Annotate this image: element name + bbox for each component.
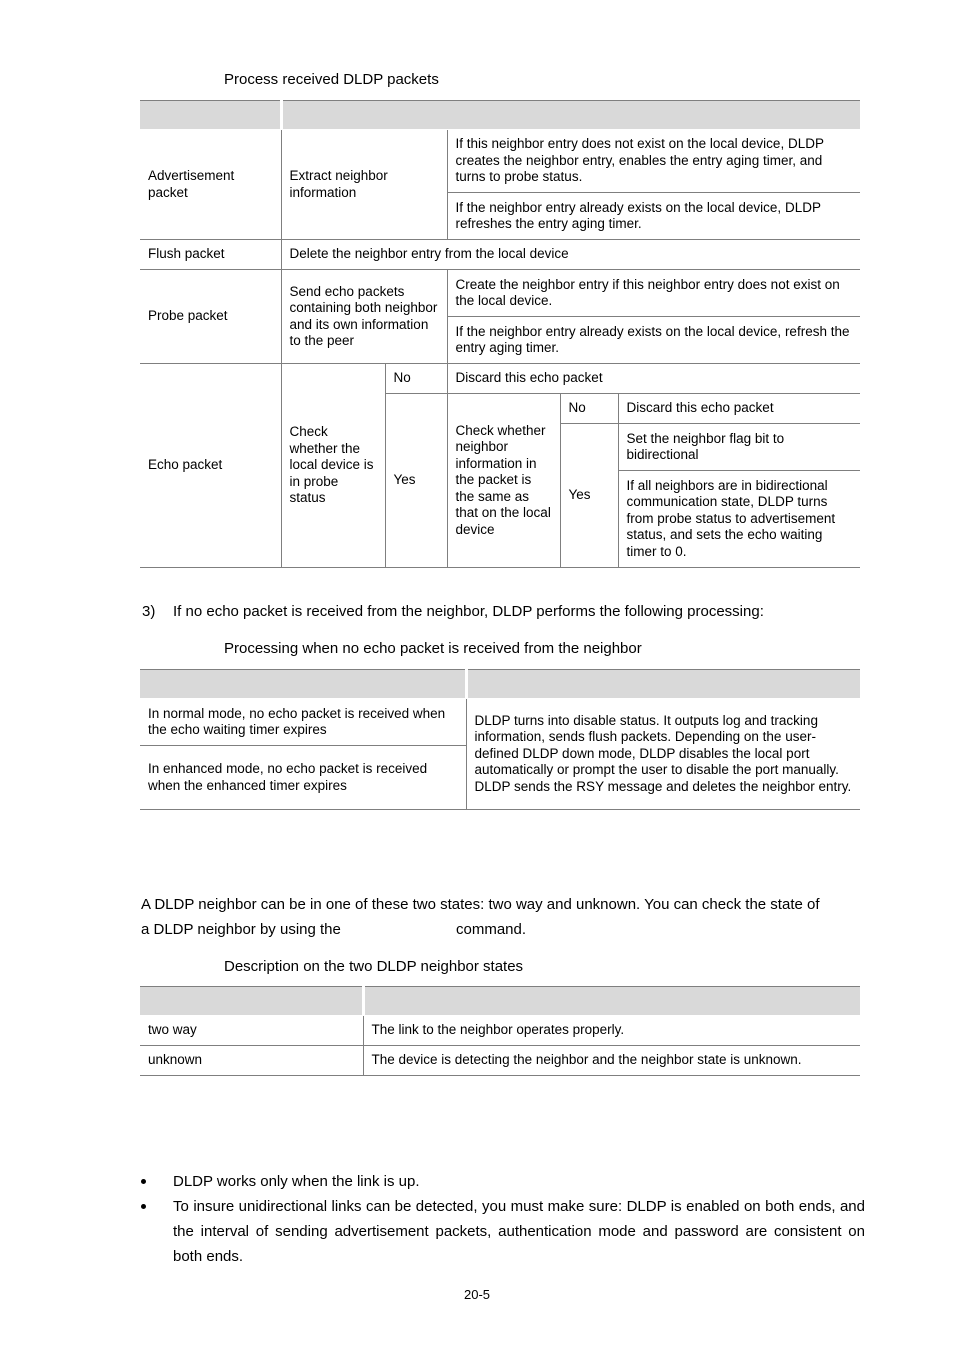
neighbor-info-yes: Yes (560, 424, 618, 568)
table3-header-cell (140, 987, 363, 1016)
table2-header-cell (140, 670, 466, 699)
probe-status-no: No (385, 364, 447, 394)
neighbor-info-no: No (560, 394, 618, 424)
action-extract-neighbor: Extract neighbor information (281, 130, 447, 240)
check-probe-status: Check whether the local device is in probe status (281, 364, 385, 568)
neighbor-states-table (140, 986, 860, 1076)
probe-result-refresh: If the neighbor entry already exists on the local device, refresh the entry aging timer. (447, 317, 860, 364)
table1-header-row (140, 101, 860, 130)
set-bidirectional-flag: Set the neighbor flag bit to bidirectional (618, 424, 860, 471)
neighbor-state-paragraph-line2b: command. (456, 921, 527, 938)
state-two-way: two way (140, 1016, 363, 1046)
state-two-way-desc: The link to the neighbor operates properly. (363, 1016, 860, 1046)
adv-result-refresh: If the neighbor entry already exists on the local device, DLDP refreshes the entry aging timer. (447, 193, 860, 240)
packet-type-probe: Probe packet (140, 270, 281, 364)
table3-header-row (140, 987, 860, 1016)
probe-result-create: Create the neighbor entry if this neighbor entry does not exist on the local device. (447, 270, 860, 317)
table1-caption: Process received DLDP packets (224, 71, 439, 88)
table2-header-cell (466, 670, 860, 699)
neighbor-state-paragraph-line2a: a DLDP neighbor by using the (141, 921, 341, 938)
state-unknown: unknown (140, 1046, 363, 1076)
table-row (140, 130, 860, 193)
action-delete-neighbor: Delete the neighbor entry from the local device (281, 240, 860, 270)
adv-result-new-entry: If this neighbor entry does not exist on the local device, DLDP creates the neighbor entry, enables the entry aging timer, and turns to probe status. (447, 130, 860, 193)
condition-normal-mode: In normal mode, no echo packet is received when the echo waiting timer expires (140, 699, 466, 746)
action-send-echo: Send echo packets containing both neighbor and its own information to the peer (281, 270, 447, 364)
condition-enhanced-mode: In enhanced mode, no echo packet is received when the enhanced timer expires (140, 746, 466, 810)
step-number: 3) (142, 603, 156, 620)
turn-advertisement-status: If all neighbors are in bidirectional communication state, DLDP turns from probe status to advertisement status, and sets the echo waiting timer to 0. (618, 471, 860, 568)
table-row (140, 699, 860, 746)
table3-header-cell (363, 987, 860, 1016)
neighbor-state-paragraph-line1: A DLDP neighbor can be in one of these two states: two way and unknown. You can check the state of (141, 896, 820, 913)
bullet-text: To insure unidirectional links can be detected, you must make sure: DLDP is enabled on both ends, and the interval of sending advertisement packets, authentication mode and password are consistent on both ends. (173, 1198, 865, 1265)
table1-header-cell (140, 101, 281, 130)
check-neighbor-info: Check whether neighbor information in the packet is the same as that on the local device (447, 394, 560, 568)
echo-discard-1: Discard this echo packet (447, 364, 860, 394)
bullet-text: DLDP works only when the link is up. (173, 1173, 420, 1190)
table3-caption: Description on the two DLDP neighbor states (224, 958, 524, 975)
packet-type-flush: Flush packet (140, 240, 281, 270)
table-row (140, 1046, 860, 1076)
table-row (140, 240, 860, 270)
table1-header-cell (281, 101, 860, 130)
dldp-packet-process-table (140, 100, 860, 568)
no-echo-action: DLDP turns into disable status. It outputs log and tracking information, sends flush packets. Depending on the user-defined DLDP down mode, DLDP disables the local port automatically or prompt the user to disable the port manually. DLDP sends the RSY message and deletes the neighbor entry. (466, 699, 860, 810)
table-row (140, 1016, 860, 1046)
table2-caption: Processing when no echo packet is received from the neighbor (224, 640, 642, 657)
bullet-dot (141, 1204, 146, 1209)
page-number: 20-5 (463, 1287, 491, 1302)
list-item (141, 1169, 865, 1194)
list-item (141, 1194, 865, 1269)
table-row (140, 270, 860, 317)
table2-header-row (140, 670, 860, 699)
state-unknown-desc: The device is detecting the neighbor and the neighbor state is unknown. (363, 1046, 860, 1076)
packet-type-echo: Echo packet (140, 364, 281, 568)
no-echo-processing-table (140, 669, 860, 810)
probe-status-yes: Yes (385, 394, 447, 568)
table-row (140, 364, 860, 394)
packet-type-advertisement: Advertisement packet (140, 130, 281, 240)
bullet-list (141, 1169, 865, 1269)
bullet-dot (141, 1179, 146, 1184)
echo-discard-2: Discard this echo packet (618, 394, 860, 424)
step-text: If no echo packet is received from the neighbor, DLDP performs the following processing: (173, 603, 764, 620)
